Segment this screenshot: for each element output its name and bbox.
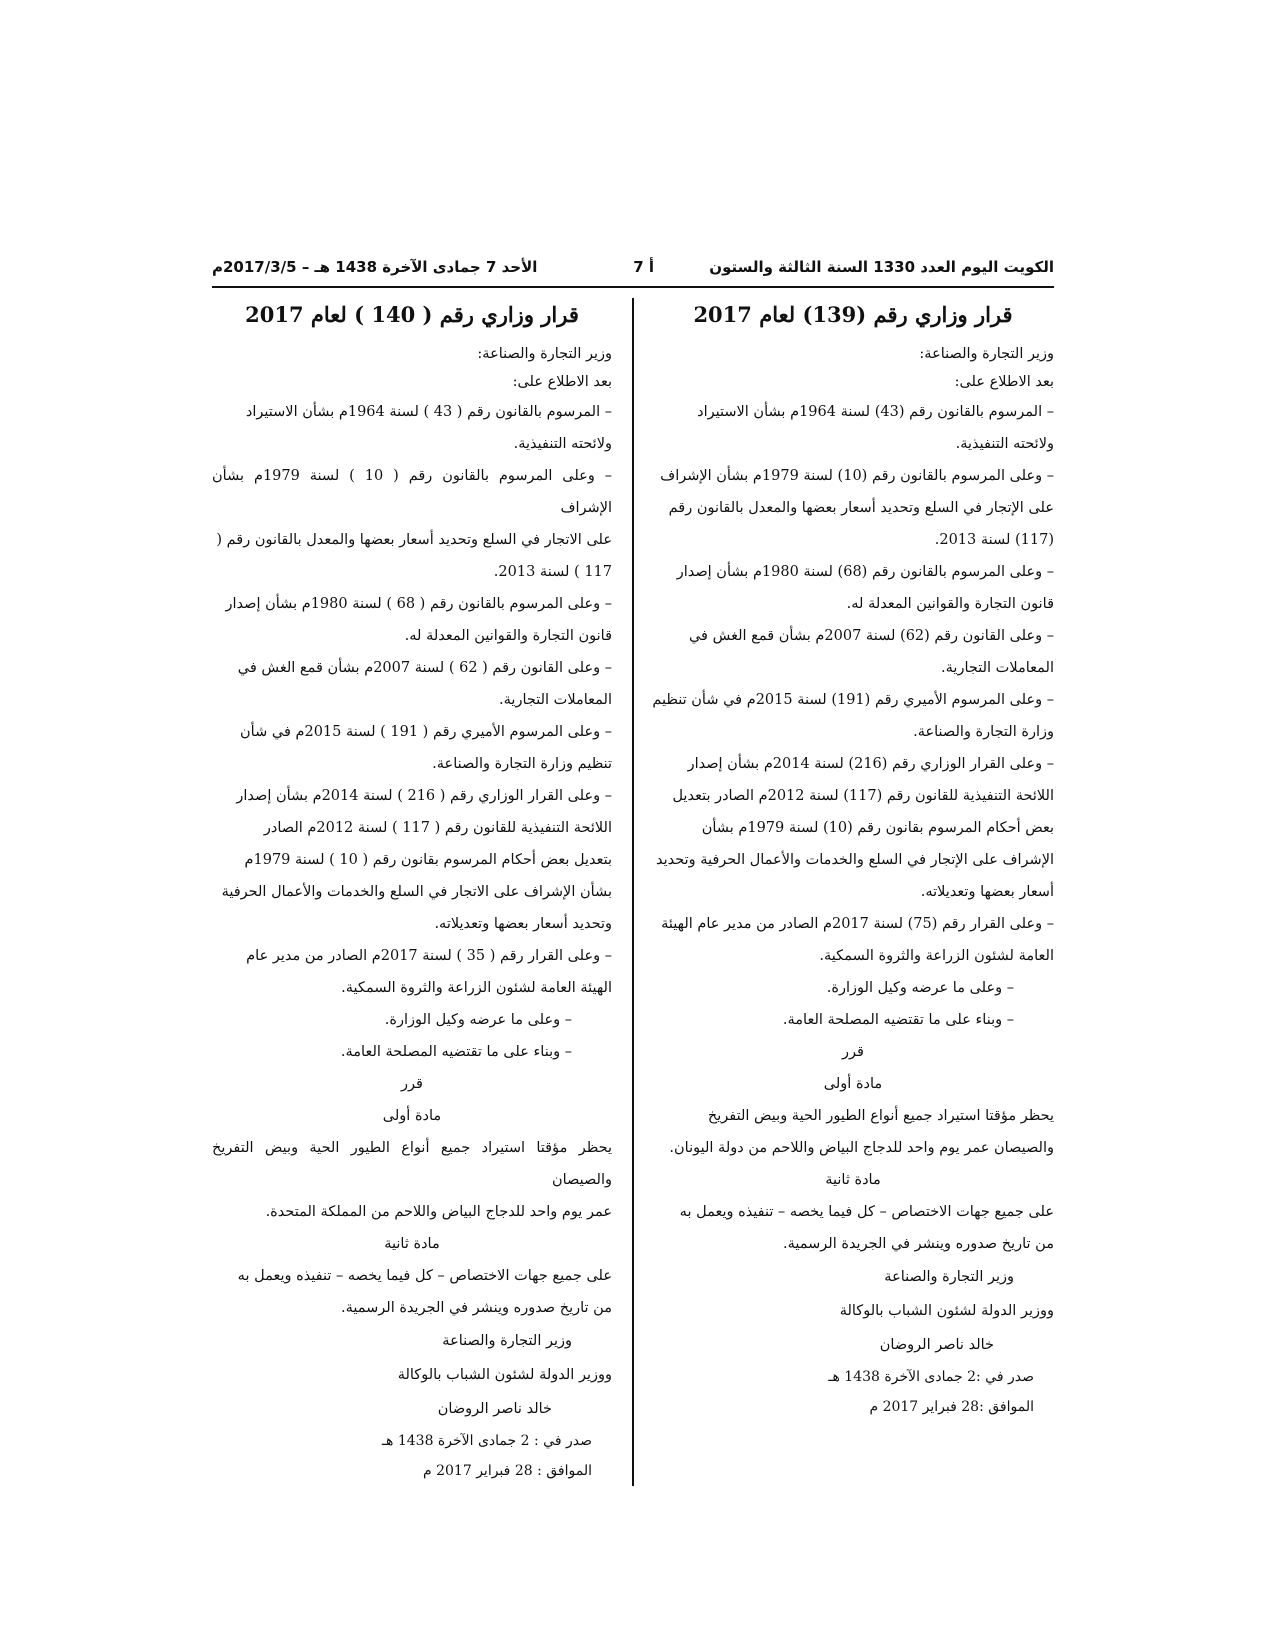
page-header <box>212 252 1054 288</box>
minister-line: وزير التجارة والصناعة: <box>919 346 1054 362</box>
article-1-text: يحظر مؤقتا استيراد جميع أنواع الطيور الحية وبيض التفريخ والصيصان <box>212 1140 612 1188</box>
recital-line: – وعلى المرسوم بالقانون رقم ( 68 ) لسنة 1980م بشأن إصدار <box>225 596 612 612</box>
recital-line: قانون التجارة والقوانين المعدلة له. <box>404 628 612 644</box>
recital-line: على الاتجار في السلع وتحديد أسعار بعضها والمعدل بالقانون رقم ( <box>216 532 612 548</box>
signatory-title-2: ووزير الدولة لشئون الشباب بالوكالة <box>839 1303 1054 1319</box>
header-page-number: أ 7 <box>633 258 654 276</box>
decree-139-column <box>652 300 1054 1422</box>
signatory-title-2: ووزير الدولة لشئون الشباب بالوكالة <box>397 1367 612 1383</box>
recital-line: المعاملات التجارية. <box>941 660 1054 676</box>
article-1-text: يحظر مؤقتا استيراد جميع أنواع الطيور الحية وبيض التفريخ <box>707 1108 1054 1124</box>
signatory-name: خالد ناصر الروضان <box>879 1337 994 1353</box>
after-review-line: بعد الاطلاع على: <box>512 374 612 390</box>
decree-title: قرار وزاري رقم ( 140 ) لعام 2017 <box>245 302 579 327</box>
recital-line: – وعلى المرسوم الأميري رقم (191) لسنة 2015م في شأن تنظيم <box>652 692 1054 708</box>
issued-date: صدر في : 2 جمادى الآخرة 1438 هـ <box>381 1433 592 1449</box>
recital-line: – وعلى القانون رقم (62) لسنة 2007م بشأن قمع الغش في <box>688 628 1054 644</box>
after-review-line: بعد الاطلاع على: <box>954 374 1054 390</box>
article-1-text: والصيصان عمر يوم واحد للدجاج البياض واللاحم من دولة اليونان. <box>669 1140 1054 1156</box>
closing-line: – وعلى ما عرضه وكيل الوزارة. <box>384 1012 572 1028</box>
article-1-heading: مادة أولى <box>382 1108 442 1124</box>
recital-line: 117 ) لسنة 2013. <box>493 564 612 580</box>
recital-line: الإشراف على الإتجار في السلع والخدمات والأعمال الحرفية وتحديد <box>655 852 1054 868</box>
closing-line: – وبناء على ما تقتضيه المصلحة العامة. <box>782 1012 1014 1028</box>
recital-line: على الإتجار في السلع وتحديد أسعار بعضها والمعدل بالقانون رقم <box>668 500 1054 516</box>
issued-date: صدر في :2 جمادى الآخرة 1438 هـ <box>828 1369 1034 1385</box>
recital-line: ولائحته التنفيذية. <box>955 436 1054 452</box>
recital-line: ولائحته التنفيذية. <box>513 436 612 452</box>
recital-line: بتعديل بعض أحكام المرسوم بقانون رقم ( 10 ) لسنة 1979م <box>244 852 612 868</box>
article-2-heading: مادة ثانية <box>825 1172 881 1188</box>
decided-heading: قرر <box>842 1044 864 1060</box>
recital-line: المعاملات التجارية. <box>499 692 612 708</box>
recital-line: تنظيم وزارة التجارة والصناعة. <box>432 756 612 772</box>
article-2-text: من تاريخ صدوره وينشر في الجريدة الرسمية. <box>341 1300 612 1316</box>
closing-line: – وعلى ما عرضه وكيل الوزارة. <box>826 980 1014 996</box>
column-divider <box>632 298 634 1486</box>
recital-line: وزارة التجارة والصناعة. <box>913 724 1054 740</box>
recital-line: الهيئة العامة لشئون الزراعة والثروة السمكية. <box>341 980 612 996</box>
recital-line: قانون التجارة والقوانين المعدلة له. <box>846 596 1054 612</box>
recital-line: – المرسوم بالقانون رقم (43) لسنة 1964م بشأن الاستيراد <box>697 404 1054 420</box>
recital-line: – وعلى القرار الوزاري رقم (216) لسنة 2014م بشأن إصدار <box>687 756 1054 772</box>
recital-line: اللائحة التنفيذية للقانون رقم (117) لسنة 2012م الصادر بتعديل <box>672 788 1054 804</box>
signatory-title: وزير التجارة والصناعة <box>442 1333 572 1349</box>
article-2-heading: مادة ثانية <box>384 1236 440 1252</box>
recital-line: أسعار بعضها وتعديلاته. <box>920 884 1054 900</box>
article-2-text: من تاريخ صدوره وينشر في الجريدة الرسمية. <box>783 1236 1054 1252</box>
signatory-title: وزير التجارة والصناعة <box>884 1269 1014 1285</box>
recital-line: – وعلى القرار الوزاري رقم ( 216 ) لسنة 2014م بشأن إصدار <box>236 788 612 804</box>
corresponding-date: الموافق : 28 فبراير 2017 م <box>422 1463 592 1479</box>
recital-line: – وعلى المرسوم بالقانون رقم ( 10 ) لسنة 1979م بشأن الإشراف <box>212 468 612 516</box>
recital-line: بعض أحكام المرسوم بقانون رقم (10) لسنة 1979م بشأن <box>701 820 1054 836</box>
recital-line: – المرسوم بالقانون رقم ( 43 ) لسنة 1964م بشأن الاستيراد <box>245 404 612 420</box>
recital-line: – وعلى القانون رقم ( 62 ) لسنة 2007م بشأن قمع الغش في <box>237 660 612 676</box>
recital-line: – وعلى القرار رقم (75) لسنة 2017م الصادر من مدير عام الهيئة <box>661 916 1054 932</box>
recital-line: بشأن الإشراف على الاتجار في السلع والخدمات والأعمال الحرفية <box>221 884 612 900</box>
decided-heading: قرر <box>401 1076 423 1092</box>
decree-title: قرار وزاري رقم (139) لعام 2017 <box>693 302 1013 327</box>
article-2-text: على جميع جهات الاختصاص – كل فيما يخصه – تنفيذه ويعمل به <box>237 1268 612 1284</box>
header-date: الأحد 7 جمادى الآخرة 1438 هـ – 2017/3/5م <box>212 258 538 276</box>
recital-line: – وعلى القرار رقم ( 35 ) لسنة 2017م الصادر من مدير عام <box>246 948 612 964</box>
recital-line: (117) لسنة 2013. <box>934 532 1054 548</box>
recital-line: – وعلى المرسوم بالقانون رقم (10) لسنة 1979م بشأن الإشراف <box>660 468 1054 484</box>
recital-line: – وعلى المرسوم بالقانون رقم (68) لسنة 1980م بشأن إصدار <box>676 564 1054 580</box>
article-2-text: على جميع جهات الاختصاص – كل فيما يخصه – تنفيذه ويعمل به <box>679 1204 1054 1220</box>
closing-line: – وبناء على ما تقتضيه المصلحة العامة. <box>340 1044 572 1060</box>
recital-line: وتحديد أسعار بعضها وتعديلاته. <box>434 916 612 932</box>
decree-140-column <box>212 300 612 1486</box>
article-1-text: عمر يوم واحد للدجاج البياض واللاحم من المملكة المتحدة. <box>265 1204 612 1220</box>
minister-line: وزير التجارة والصناعة: <box>477 346 612 362</box>
corresponding-date: الموافق :28 فبراير 2017 م <box>869 1399 1034 1415</box>
recital-line: – وعلى المرسوم الأميري رقم ( 191 ) لسنة 2015م في شأن <box>240 724 612 740</box>
header-gazette-info: الكويت اليوم العدد 1330 السنة الثالثة والستون <box>709 258 1054 276</box>
recital-line: العامة لشئون الزراعة والثروة السمكية. <box>819 948 1054 964</box>
recital-line: اللائحة التنفيذية للقانون رقم ( 117 ) لسنة 2012م الصادر <box>263 820 612 836</box>
signatory-name: خالد ناصر الروضان <box>437 1401 552 1417</box>
article-1-heading: مادة أولى <box>823 1076 883 1092</box>
